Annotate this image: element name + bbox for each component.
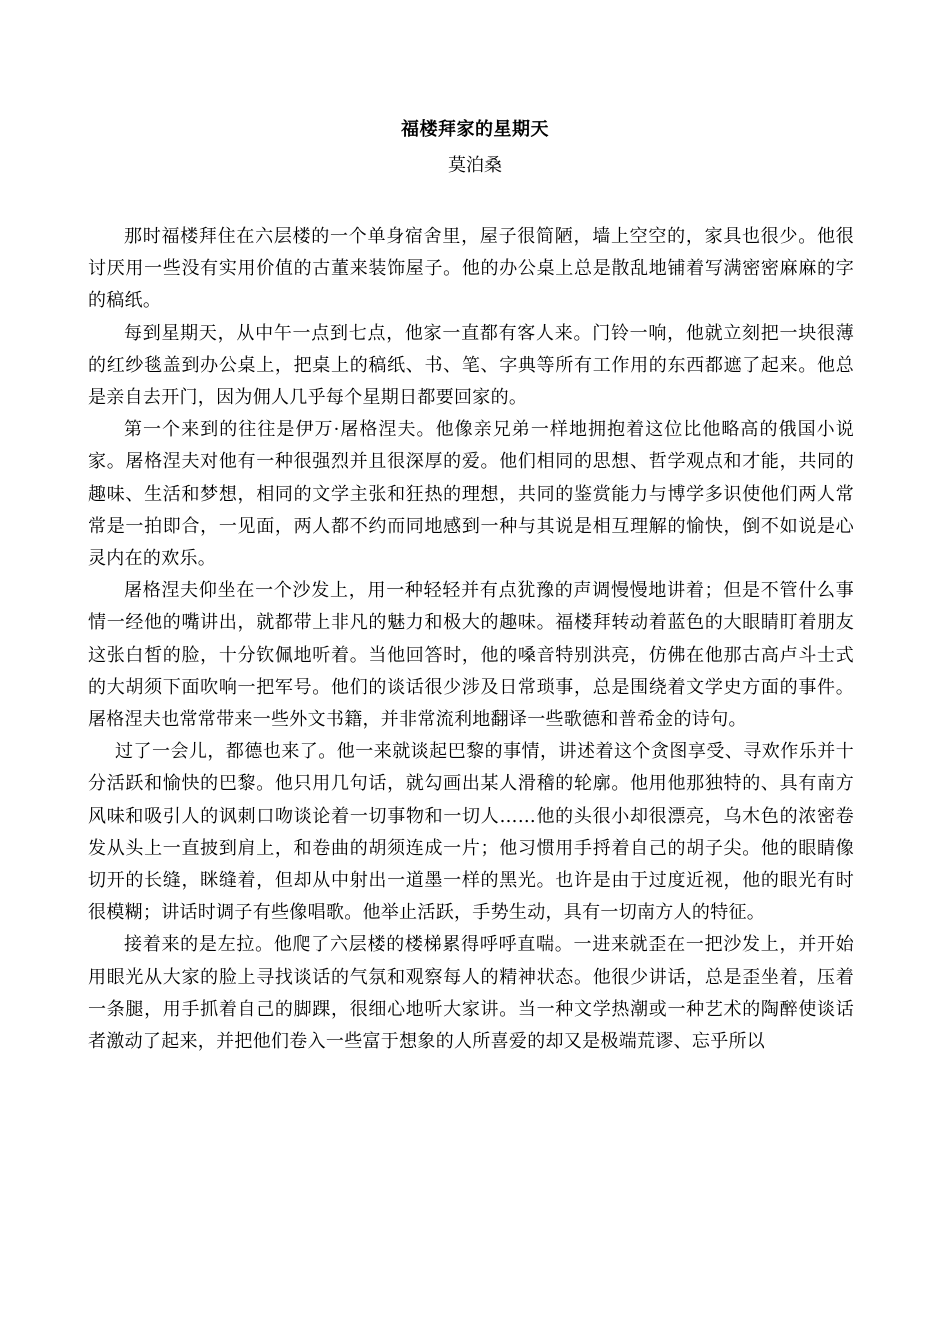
article-body	[88, 221, 854, 1058]
paragraph-3: 第一个来到的往往是伊万·屠格涅夫。他像亲兄弟一样地拥抱着这位比他略高的俄国小说家。屠格涅夫对他有一种很强烈并且很深厚的爱。他们相同的思想、哲学观点和才能，共同的趣味、生活和梦想，相同的文学主张和狂热的理想，共同的鉴赏能力与博学多识使他们两人常常是一拍即合，一见面，两人都不约而同地感到一种与其说是相互理解的愉快，倒不如说是心灵内在的欢乐。	[88, 419, 854, 570]
paragraph-6: 接着来的是左拉。他爬了六层楼的楼梯累得呼呼直喘。一进来就歪在一把沙发上，并开始用眼光从大家的脸上寻找谈话的气氛和观察每人的精神状态。他很少讲话，总是歪坐着，压着一条腿，用手抓着自己的脚踝，很细心地听大家讲。当一种文学热潮或一种艺术的陶醉使谈话者激动了起来，并把他们卷入一些富于想象的人所喜爱的却又是极端荒谬、忘乎所以	[88, 934, 854, 1053]
paragraph-2: 每到星期天，从中午一点到七点，他家一直都有客人来。门铃一响，他就立刻把一块很薄的红纱毯盖到办公桌上，把桌上的稿纸、书、笔、字典等所有工作用的东西都遮了起来。他总是亲自去开门，因为佣人几乎每个星期日都要回家的。	[88, 322, 854, 409]
article-title: 福楼拜家的星期天	[401, 119, 549, 140]
article-author: 莫泊桑	[448, 155, 502, 176]
paragraph-5: 过了一会儿，都德也来了。他一来就谈起巴黎的事情，讲述着这个贪图享受、寻欢作乐并十分活跃和愉快的巴黎。他只用几句话，就勾画出某人滑稽的轮廓。他用他那独特的、具有南方风味和吸引人的讽刺口吻谈论着一切事物和一切人……他的头很小却很漂亮，乌木色的浓密卷发从头上一直披到肩上，和卷曲的胡须连成一片；他习惯用手捋着自己的胡子尖。他的眼睛像切开的长缝，眯缝着，但却从中射出一道墨一样的黑光。也许是由于过度近视，他的眼光有时很模糊；讲话时调子有些像唱歌。他举止活跃，手势生动，具有一切南方人的特征。	[88, 741, 854, 924]
paragraph-4: 屠格涅夫仰坐在一个沙发上，用一种轻轻并有点犹豫的声调慢慢地讲着；但是不管什么事情一经他的嘴讲出，就都带上非凡的魅力和极大的趣味。福楼拜转动着蓝色的大眼睛盯着朋友这张白皙的脸，十分钦佩地听着。当他回答时，他的嗓音特别洪亮，仿佛在他那古高卢斗士式的大胡须下面吹响一把军号。他们的谈话很少涉及日常琐事，总是围绕着文学史方面的事件。屠格涅夫也常常带来一些外文书籍，并非常流利地翻译一些歌德和普希金的诗句。	[88, 580, 854, 731]
paragraph-1: 那时福楼拜住在六层楼的一个单身宿舍里，屋子很简陋，墙上空空的，家具也很少。他很讨厌用一些没有实用价值的古董来装饰屋子。他的办公桌上总是散乱地铺着写满密密麻麻的字的稿纸。	[88, 226, 854, 312]
